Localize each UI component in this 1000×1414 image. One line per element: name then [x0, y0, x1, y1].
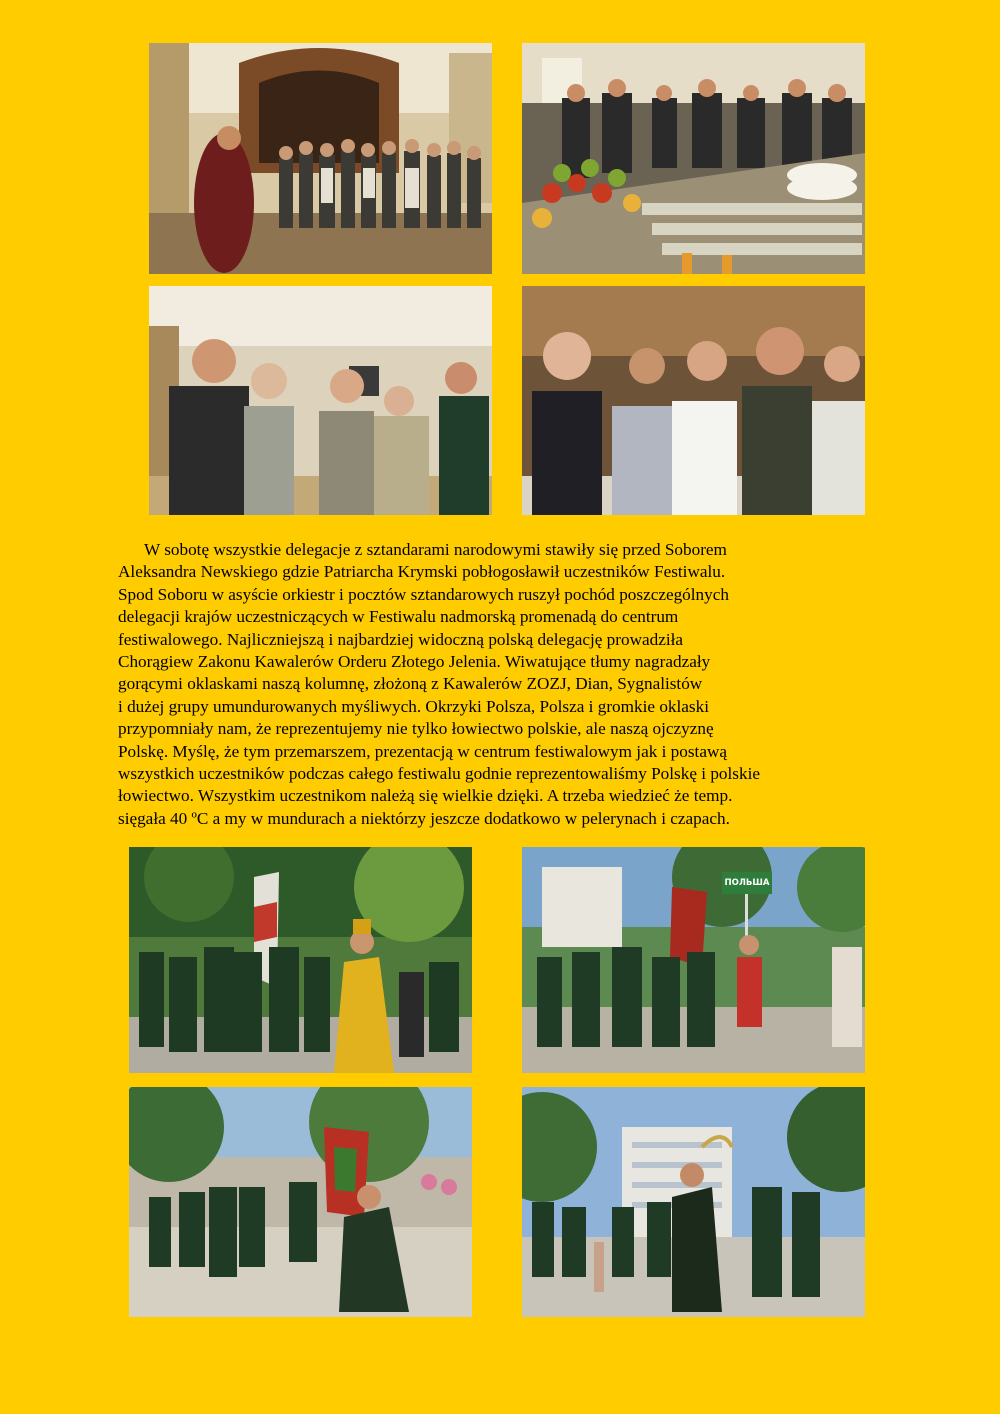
article-line: Polskę. Myślę, że tym przemarszem, prezentacją w centrum festiwalowym jak i postawą: [118, 741, 727, 761]
photo-buffet-table: [522, 43, 865, 274]
photo-singing-group: [149, 286, 492, 515]
article-text: [118, 539, 888, 830]
photo-flag-bearer: [129, 1087, 472, 1317]
parade-sign-text: ПОЛЬША: [724, 878, 770, 888]
article-line: gorącymi oklaskami naszą kolumnę, złożoną z Kawalerów ZOZJ, Dian, Sygnalistów: [118, 674, 703, 694]
article-line: i dużej grupy umundurowanych myśliwych. Okrzyki Polsza, Polsza i gromkie oklaski: [118, 696, 709, 716]
article-line: Chorągiew Zakonu Kawalerów Orderu Złotego Jelenia. Wiwatujące tłumy nagradzały: [118, 652, 711, 672]
article-line: festiwalowego. Najliczniejszą i najbardziej widoczną polską delegację prowadziła: [118, 629, 684, 649]
article-line: łowiectwo. Wszystkim uczestnikom należą się wielkie dzięki. A trzeba wiedzieć że temp.: [118, 786, 733, 806]
article-line: wszystkich uczestników podczas całego festiwalu godnie reprezentowaliśmy Polskę i polskie: [118, 764, 760, 784]
photo-group-toast: [522, 286, 865, 515]
article-line: delegacji krajów uczestniczących w Festiwalu nadmorską promenadą do centrum: [118, 607, 679, 627]
article-line: Aleksandra Newskiego gdzie Patriarcha Krymski pobłogosławił uczestników Festiwalu.: [118, 562, 726, 582]
photo-priest-blessing: [129, 847, 472, 1073]
photo-buglers-march: [522, 1087, 865, 1317]
photo-belly-dancer-hall: [149, 43, 492, 274]
article-line: W sobotę wszystkie delegacje z sztandarami narodowymi stawiły się przed Soborem: [144, 540, 727, 559]
article-line: sięgała 40 ºC a my w mundurach a niektórzy jeszcze dodatkowo w pelerynach i czapach.: [118, 808, 730, 828]
article-line: Spod Soboru w asyście orkiestr i pocztów sztandarowych ruszył pochód poszczególnych: [118, 584, 729, 604]
article-line: przypomniały nam, że reprezentujemy nie tylko łowiectwo polskie, ale naszą ojczyznę: [118, 719, 714, 739]
photo-parade-sign: [522, 847, 865, 1073]
